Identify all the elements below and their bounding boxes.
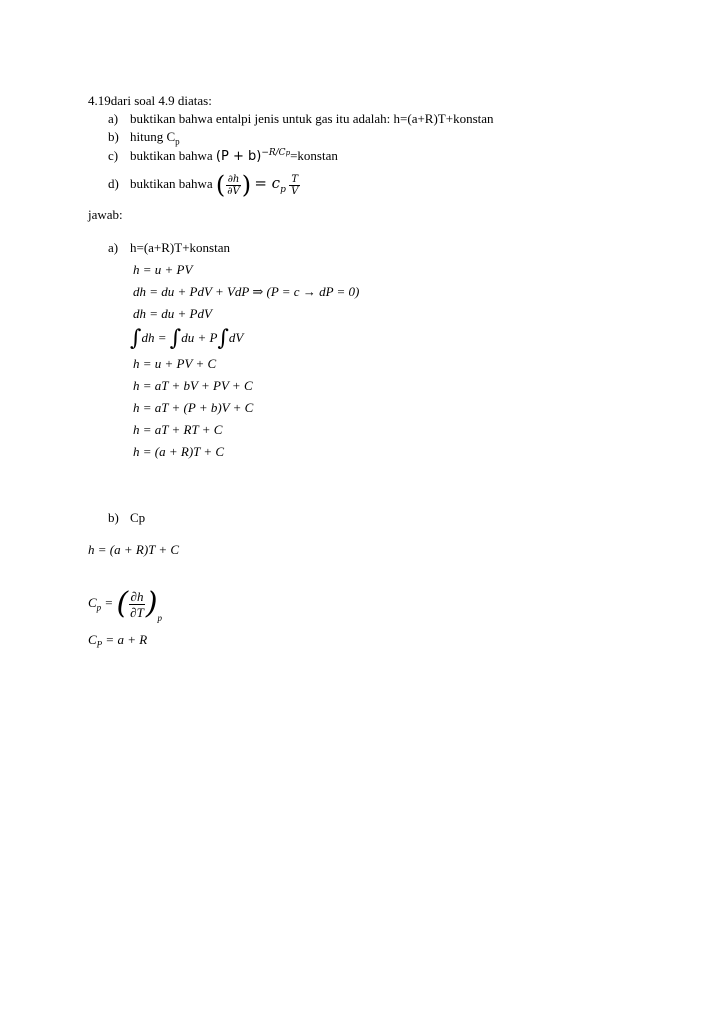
- answer-label: jawab:: [88, 207, 123, 222]
- item-marker: d): [108, 176, 119, 191]
- cp-derivative: $C_p$ = ( $\frac{\partial h}{\partial T}$ )$_p$: [88, 586, 163, 623]
- part-b-heading: [108, 510, 145, 526]
- left-paren: (: [215, 171, 226, 200]
- question-item-b: [108, 129, 180, 145]
- question-title: 4.19dari soal 4.9 diatas:: [88, 93, 212, 108]
- cp-equation-1: h = (a + R)T + C: [88, 542, 180, 557]
- equation-8: h = (a + R)T + C: [133, 444, 225, 459]
- right-paren: ): [241, 171, 252, 200]
- item-text: hitung C: [130, 129, 176, 144]
- item-marker: b): [108, 510, 119, 525]
- rhs: = $c_p$: [254, 174, 286, 195]
- integral-sign: ∫: [169, 326, 182, 352]
- item-text: buktikan bahwa: [130, 148, 213, 163]
- item-marker: b): [108, 129, 119, 144]
- equation-1: h = u + PV: [133, 262, 193, 277]
- question-item-a: [108, 111, 494, 127]
- item-marker: c): [108, 148, 119, 163]
- equation-3: dh = du + PdV: [133, 306, 212, 321]
- item-formula: (P + b): [215, 149, 262, 164]
- question-item-c: [108, 148, 338, 165]
- heading-text: Cp: [130, 510, 146, 525]
- item-marker: a): [108, 240, 119, 255]
- equation-6: h = aT + (P + b)V + C: [133, 400, 254, 415]
- item-marker: a): [108, 111, 119, 126]
- partial-fraction: $\frac{\partial h}{\partial V}$: [227, 173, 240, 197]
- paren-subscript: p: [157, 612, 163, 623]
- heading-text: h=(a+R)T+konstan: [130, 240, 230, 255]
- equation-7: h = aT + RT + C: [133, 422, 223, 437]
- equation-5: h = aT + bV + PV + C: [133, 378, 253, 393]
- integral-sign: ∫: [217, 326, 229, 352]
- cp-result: $C_P = a + R$: [88, 632, 148, 650]
- left-paren: (: [116, 586, 129, 622]
- item-suffix: =konstan: [290, 148, 338, 163]
- item-exponent: −R/Cp: [261, 147, 291, 158]
- equation-2: dh = du + PdV + VdP ⇒ (P = c → dP = 0): [133, 284, 360, 299]
- question-item-d: [108, 170, 300, 200]
- equation-4: h = u + PV + C: [133, 356, 217, 371]
- item-text: buktikan bahwa entalpi jenis untuk gas itu adalah: h=(a+R)T+konstan: [130, 111, 494, 126]
- rhs-fraction: $\frac{T}{V}$: [291, 173, 299, 197]
- right-paren: ): [145, 586, 158, 622]
- integral-sign: ∫: [130, 326, 142, 352]
- item-subscript: p: [175, 136, 180, 147]
- part-a-heading: [108, 240, 230, 256]
- partial-fraction: $\frac{\partial h}{\partial T}$: [130, 588, 144, 620]
- item-text: buktikan bahwa: [130, 176, 213, 191]
- equation-integral: ∫dh = ∫du + P∫dV: [130, 326, 244, 352]
